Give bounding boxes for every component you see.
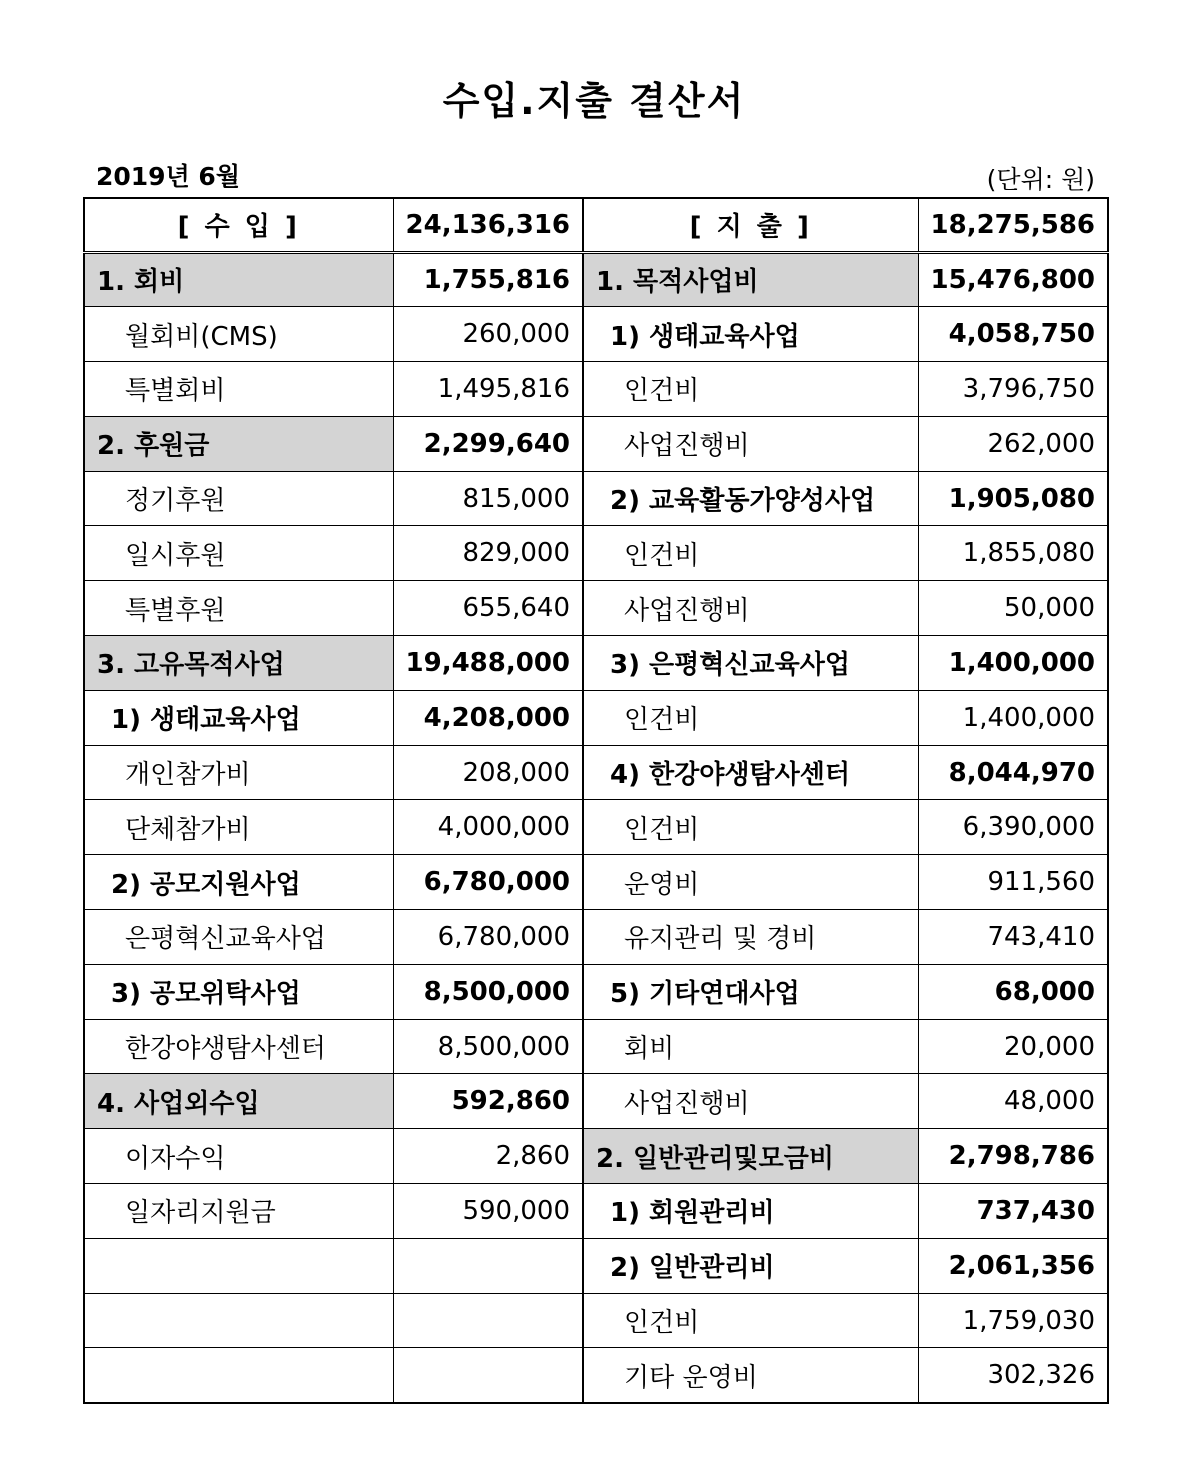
expense-item-label: 인건비 (583, 1293, 918, 1348)
table-row (84, 1074, 1108, 1129)
report-period: 2019년 6월 (96, 162, 240, 191)
income-item-amount: 655,640 (393, 581, 583, 636)
income-item-label: 2) 공모지원사업 (84, 855, 393, 910)
income-item-label (84, 1293, 393, 1348)
expense-item-amount: 743,410 (918, 910, 1108, 965)
expense-item-amount: 2,798,786 (918, 1129, 1108, 1184)
income-item-label: 2. 후원금 (84, 416, 393, 471)
expense-item-label: 인건비 (583, 362, 918, 417)
table-row (84, 362, 1108, 417)
table-row (84, 1184, 1108, 1239)
settlement-table (83, 197, 1109, 1404)
income-item-amount: 4,208,000 (393, 690, 583, 745)
income-item-label: 1) 생태교육사업 (84, 690, 393, 745)
income-item-amount: 6,780,000 (393, 855, 583, 910)
table-row (84, 416, 1108, 471)
expense-item-label: 인건비 (583, 526, 918, 581)
income-item-label: 일자리지원금 (84, 1184, 393, 1239)
income-item-label: 특별후원 (84, 581, 393, 636)
expense-item-label: 2) 교육활동가양성사업 (583, 471, 918, 526)
income-item-label: 개인참가비 (84, 745, 393, 800)
table-row (84, 252, 1108, 307)
income-item-label: 월회비(CMS) (84, 307, 393, 362)
income-item-amount: 590,000 (393, 1184, 583, 1239)
expense-item-label: 1) 생태교육사업 (583, 307, 918, 362)
income-item-label: 은평혁신교육사업 (84, 910, 393, 965)
expense-item-amount: 1,759,030 (918, 1293, 1108, 1348)
income-item-amount: 1,755,816 (393, 252, 583, 307)
expense-item-amount: 48,000 (918, 1074, 1108, 1129)
expense-item-label: 인건비 (583, 800, 918, 855)
expense-item-amount: 1,855,080 (918, 526, 1108, 581)
income-item-label: 이자수익 (84, 1129, 393, 1184)
expense-total: 18,275,586 (918, 198, 1108, 252)
expense-item-label: 인건비 (583, 690, 918, 745)
table-row (84, 745, 1108, 800)
expense-item-label: 1) 회원관리비 (583, 1184, 918, 1239)
table-row (84, 855, 1108, 910)
expense-item-label: 사업진행비 (583, 1074, 918, 1129)
expense-item-amount: 737,430 (918, 1184, 1108, 1239)
expense-item-label: 운영비 (583, 855, 918, 910)
income-item-amount: 6,780,000 (393, 910, 583, 965)
table-row (84, 800, 1108, 855)
table-row (84, 1129, 1108, 1184)
expense-item-amount: 1,400,000 (918, 690, 1108, 745)
expense-item-amount: 302,326 (918, 1348, 1108, 1403)
income-item-amount: 4,000,000 (393, 800, 583, 855)
income-item-amount: 592,860 (393, 1074, 583, 1129)
income-item-label: 한강야생탐사센터 (84, 1019, 393, 1074)
expense-item-amount: 8,044,970 (918, 745, 1108, 800)
income-item-label: 정기후원 (84, 471, 393, 526)
page-title: 수입.지출 결산서 (442, 79, 746, 123)
income-item-amount: 2,299,640 (393, 416, 583, 471)
expense-item-label: 3) 은평혁신교육사업 (583, 636, 918, 691)
table-header-row (84, 198, 1108, 252)
table-row (84, 1238, 1108, 1293)
expense-item-amount: 20,000 (918, 1019, 1108, 1074)
expense-item-amount: 50,000 (918, 581, 1108, 636)
income-item-label: 단체참가비 (84, 800, 393, 855)
table-row (84, 1348, 1108, 1403)
income-header-label: [ 수 입 ] (84, 198, 393, 252)
expense-item-amount: 262,000 (918, 416, 1108, 471)
expense-item-amount: 68,000 (918, 964, 1108, 1019)
unit-note: (단위: 원) (986, 165, 1095, 194)
expense-item-amount: 1,400,000 (918, 636, 1108, 691)
income-item-label (84, 1238, 393, 1293)
expense-item-amount: 6,390,000 (918, 800, 1108, 855)
expense-item-amount: 15,476,800 (918, 252, 1108, 307)
table-row (84, 581, 1108, 636)
expense-item-amount: 3,796,750 (918, 362, 1108, 417)
expense-header-label: [ 지 출 ] (583, 198, 918, 252)
income-item-label: 3. 고유목적사업 (84, 636, 393, 691)
income-item-amount: 815,000 (393, 471, 583, 526)
income-item-label: 3) 공모위탁사업 (84, 964, 393, 1019)
income-item-label: 특별회비 (84, 362, 393, 417)
income-item-label: 1. 회비 (84, 252, 393, 307)
expense-item-label: 유지관리 및 경비 (583, 910, 918, 965)
table-row (84, 964, 1108, 1019)
expense-item-label: 사업진행비 (583, 581, 918, 636)
expense-item-amount: 911,560 (918, 855, 1108, 910)
income-item-amount (393, 1348, 583, 1403)
expense-item-amount: 1,905,080 (918, 471, 1108, 526)
table-row (84, 690, 1108, 745)
expense-item-label: 5) 기타연대사업 (583, 964, 918, 1019)
income-item-label: 일시후원 (84, 526, 393, 581)
income-item-amount (393, 1293, 583, 1348)
income-item-amount: 260,000 (393, 307, 583, 362)
table-row (84, 636, 1108, 691)
income-item-label: 4. 사업외수입 (84, 1074, 393, 1129)
expense-item-label: 4) 한강야생탐사센터 (583, 745, 918, 800)
income-total: 24,136,316 (393, 198, 583, 252)
income-item-amount: 8,500,000 (393, 964, 583, 1019)
expense-item-label: 2. 일반관리및모금비 (583, 1129, 918, 1184)
table-row (84, 1019, 1108, 1074)
expense-item-label: 사업진행비 (583, 416, 918, 471)
income-item-amount: 829,000 (393, 526, 583, 581)
table-row (84, 526, 1108, 581)
table-row (84, 471, 1108, 526)
expense-item-amount: 2,061,356 (918, 1238, 1108, 1293)
table-row (84, 307, 1108, 362)
income-item-amount: 19,488,000 (393, 636, 583, 691)
expense-item-label: 1. 목적사업비 (583, 252, 918, 307)
table-row (84, 1293, 1108, 1348)
expense-item-amount: 4,058,750 (918, 307, 1108, 362)
expense-item-label: 기타 운영비 (583, 1348, 918, 1403)
income-item-amount (393, 1238, 583, 1293)
income-item-amount: 208,000 (393, 745, 583, 800)
income-item-amount: 2,860 (393, 1129, 583, 1184)
table-row (84, 910, 1108, 965)
expense-item-label: 2) 일반관리비 (583, 1238, 918, 1293)
income-item-label (84, 1348, 393, 1403)
income-item-amount: 1,495,816 (393, 362, 583, 417)
income-item-amount: 8,500,000 (393, 1019, 583, 1074)
settlement-table-body (84, 198, 1108, 1403)
expense-item-label: 회비 (583, 1019, 918, 1074)
